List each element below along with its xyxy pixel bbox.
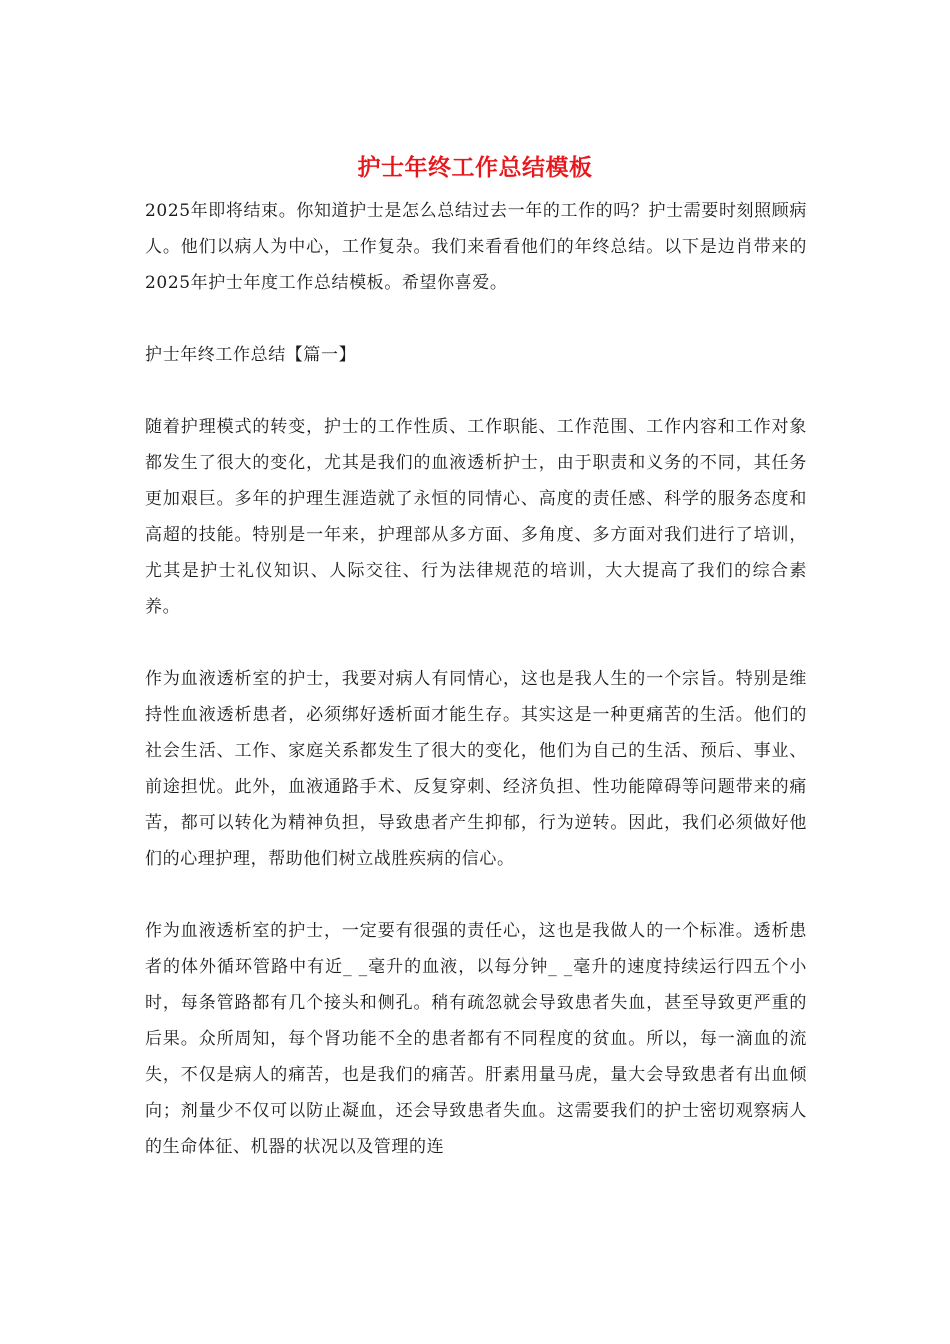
intro-paragraph: 2025年即将结束。你知道护士是怎么总结过去一年的工作的吗？护士需要时刻照顾病人。他们以病人为中心，工作复杂。我们来看看他们的年终总结。以下是边肖带来的2025年护士年度工作总结模板。希望你喜爱。 (145, 201, 807, 293)
document-body (145, 193, 807, 1165)
body-paragraph-3: 作为血液透析室的护士，一定要有很强的责任心，这也是我做人的一个标准。透析患者的体外循环管路中有近_ _毫升的血液，以每分钟_ _毫升的速度持续运行四五个小时，每条管路都有几个接头和侧孔。稍有疏忽就会导致患者失血，甚至导致更严重的后果。众所周知，每个肾功能不全的患者都有不同程度的贫血。所以，每一滴血的流失，不仅是病人的痛苦，也是我们的痛苦。肝素用量马虎，量大会导致患者有出血倾向；剂量少不仅可以防止凝血，还会导致患者失血。这需要我们的护士密切观察病人的生命体征、机器的状况以及管理的连 (145, 921, 807, 1157)
body-paragraph-2: 作为血液透析室的护士，我要对病人有同情心，这也是我人生的一个宗旨。特别是维持性血液透析患者，必须绑好透析面才能生存。其实这是一种更痛苦的生活。他们的社会生活、工作、家庭关系都发生了很大的变化，他们为自己的生活、预后、事业、前途担忧。此外，血液通路手术、反复穿刺、经济负担、性功能障碍等问题带来的痛苦，都可以转化为精神负担，导致患者产生抑郁，行为逆转。因此，我们必须做好他们的心理护理，帮助他们树立战胜疾病的信心。 (145, 669, 807, 869)
body-paragraph-1: 随着护理模式的转变，护士的工作性质、工作职能、工作范围、工作内容和工作对象都发生了很大的变化，尤其是我们的血液透析护士，由于职责和义务的不同，其任务更加艰巨。多年的护理生涯造就了永恒的同情心、高度的责任感、科学的服务态度和高超的技能。特别是一年来，护理部从多方面、多角度、多方面对我们进行了培训，尤其是护士礼仪知识、人际交往、行为法律规范的培训，大大提高了我们的综合素养。 (145, 417, 807, 617)
section-heading: 护士年终工作总结【篇一】 (145, 345, 357, 365)
document-title: 护士年终工作总结模板 (357, 155, 593, 181)
